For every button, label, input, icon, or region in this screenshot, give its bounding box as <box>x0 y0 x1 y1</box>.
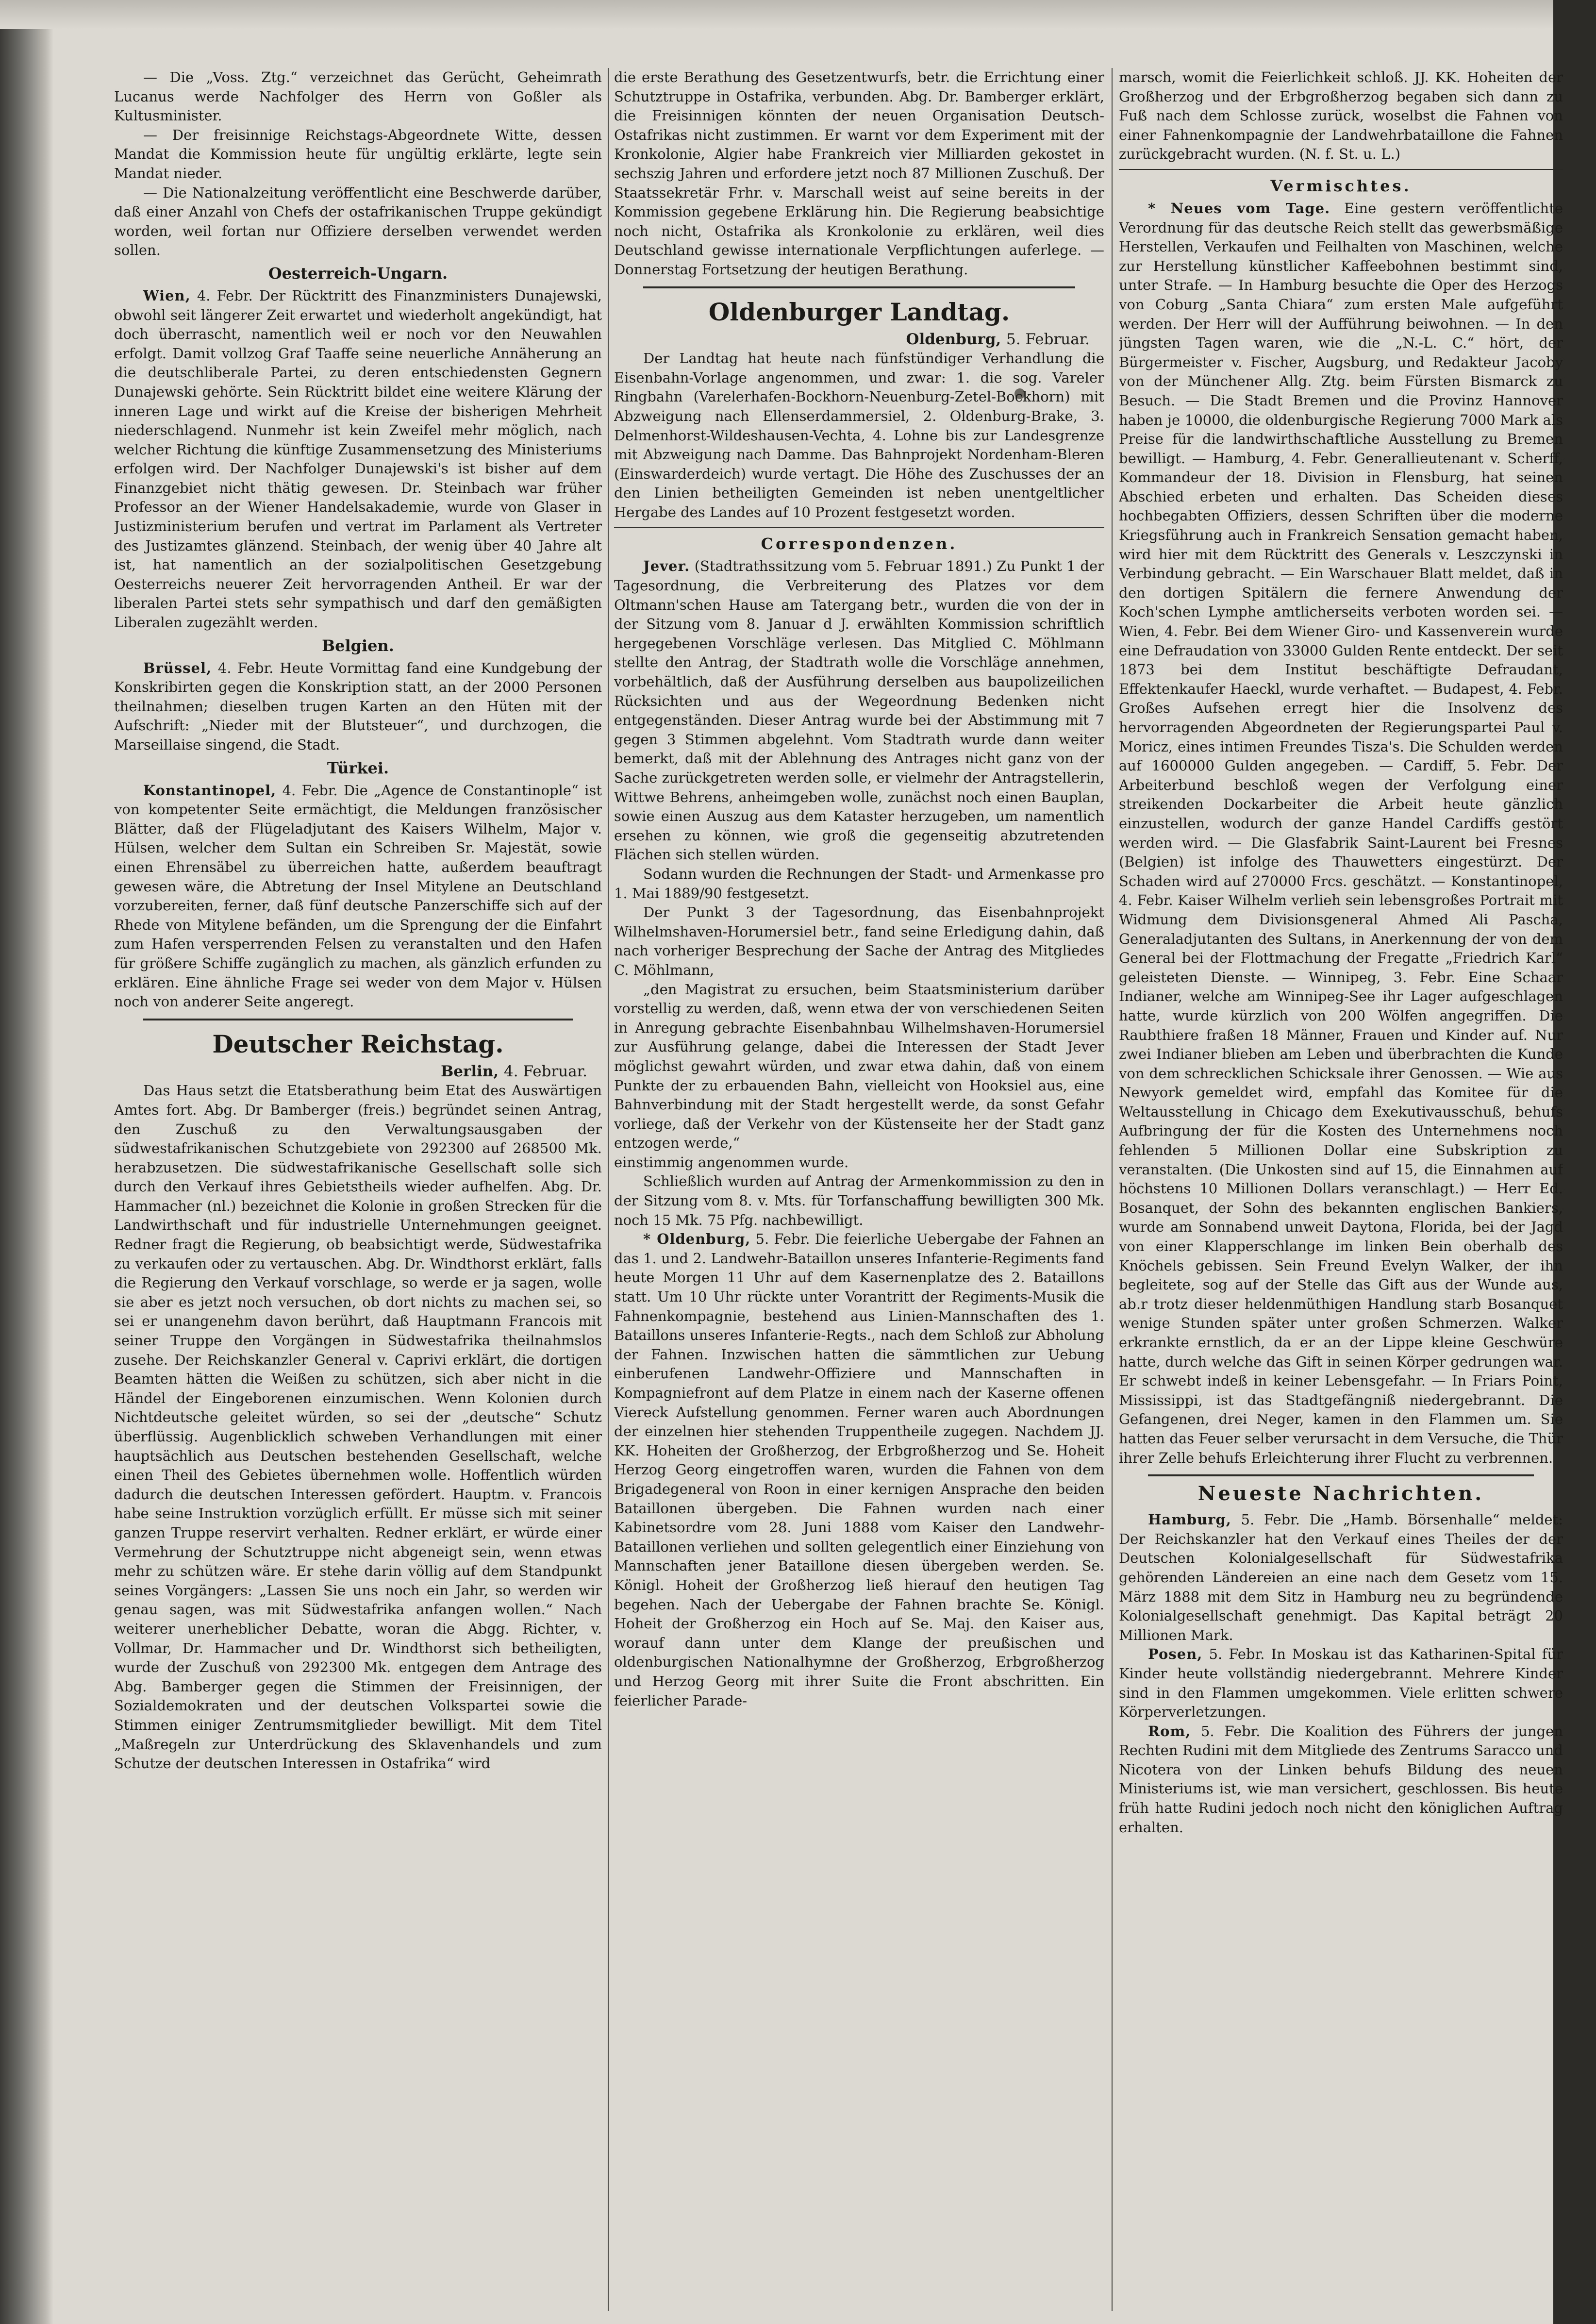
article-jever <box>614 557 1104 865</box>
section-divider <box>143 1019 573 1020</box>
news-item: — Der freisinnige Reichstags-Abgeordnete Witte, dessen Mandat die Kommission heute für ungültig erklärte, legte sein Mandat nieder. <box>114 126 602 182</box>
dateline: * Oldenburg, <box>643 1231 751 1248</box>
article-continuation: marsch, womit die Feierlichkeit schloß. JJ. KK. Hoheiten der Großherzog und der Erbgroßherzog begaben sich dann zu Fuß nach dem Schlosse zurück, woselbst die Fahnen von einer Fahnenkompagnie der Landwehrbataillone die Fahnen zurückgebracht wurden. (N. f. St. u. L.) <box>1119 69 1563 163</box>
article-paragraph: Der Punkt 3 der Tagesordnung, das Eisenbahnprojekt Wilhelmshaven-Horumersiel betr., fand seine Erledigung dahin, daß nach vorheriger Besprechung der Sache der Antrag des Mitgliedes C. Möhlmann, <box>614 904 1104 978</box>
article-rom <box>1119 1722 1563 1838</box>
article-turkey <box>114 781 602 1012</box>
article-oldenburg <box>614 1230 1104 1710</box>
dateline: Wien, <box>143 287 191 304</box>
article-quote: „den Magistrat zu ersuchen, beim Staatsministerium darüber vorstellig zu werden, daß, wenn etwa der von verschiedenen Seiten in Anregung gebrachte Eisenbahnbau Wilhelmshaven-Horumersiel zur Ausführung gelange, dabei die Interessen der Stadt Jever möglichst gewahrt würden, und zwar etwa dahin, daß von einem Punkte der zu erbauenden Bahn, vielleicht von Hooksiel aus, eine Bahnverbindung mit der Stadt hergestellt werde, da sonst Gefahr vorliege, daß der Verkehr von der Küstenseite her der Stadt ganz entzogen werde,“ <box>614 981 1104 1152</box>
article-text: Eine gestern veröffentlichte Verordnung für das deutsche Reich stellt das gewerbsmäßige Herstellen, Verkaufen und Feilhalten von Maschinen, welche zur Herstellung künstlicher Kaffeebohnen bestimmt sind, unter Strafe. — In Hamburg besuchte die Oper des Herzogs von Coburg „Santa Chiara“ zum ersten Male aufgeführt werden. Der Herr will der Aufführung beiwohnen. — In den jüngsten Tagen waren, wie die „N.-L. C.“ hört, der Bürgermeister v. Fischer, Augsburg, und Redakteur Jacoby von der Münchener Allg. Ztg. beim Fürsten Bismarck zu Besuch. — Die Stadt Bremen und die Provinz Hannover haben je 10000, die oldenburgische Regierung 7000 Mark als Preise für die landwirthschaftliche Ausstellung zu Bremen bewilligt. — Hamburg, 4. Febr. Generallieutenant v. Scherff, Kommandeur der 18. Division in Flensburg, hat seinen Abschied erbeten und erhalten. Das Scheiden dieses hochbegabten Offiziers, dessen Schriften über die moderne Kriegsführung auch in Frankreich Sensation gemacht haben, wird hier mit dem Rücktritt des Generals v. Leszczynski in Verbindung gebracht. — Ein Warschauer Blatt meldet, daß in den dortigen Spitälern die fernere Anwendung der Koch'schen Lymphe amtlicherseits verboten worden sei. — Wien, 4. Febr. Bei dem Wiener Giro- und Kassenverein wurde eine Defraudation von 33000 Gulden Rente entdeckt. Der seit 1873 bei dem Institut beschäftigte Defraudant, Effektenkaufer Haeckl, wurde verhaftet. — Budapest, 4. Febr. Großes Aufsehen erregt hier die Insolvenz des hervorragenden Abgeordneten der Regierungspartei Paul v. Moricz, eines intimen Freundes Tisza's. Die Schulden werden auf 1600000 Gulden angegeben. — Cardiff, 5. Febr. Der Arbeiterbund beschloß wegen der Verfolgung einer streikenden Dockarbeiter die Arbeit heute gänzlich einzustellen, wodurch der ganze Handel Cardiffs gestört werden wird. — Die Glasfabrik Saint-Laurent bei Fresnes (Belgien) ist infolge des Thauwetters eingestürzt. Der Schaden wird auf 270000 Frcs. geschätzt. — Konstantinopel, 4. Febr. Kaiser Wilhelm verlieh sein lebensgroßes Portrait mit Widmung dem Divisionsgeneral Ahmed Ali Pascha, Generaladjutanten des Sultans, in Anerkennung der von dem General bei der Flottmachung der Fregatte „Friedrich Karl“ geleisteten Dienste. — Winnipeg, 3. Febr. Eine Schaar Indianer, welche am Winnipeg-See ihr Lager aufgeschlagen hatte, wurde kürzlich von 200 Wölfen angegriffen. Die Raubthiere fraßen 18 Männer, Frauen und Kinder auf. Nur zwei Indianer blieben am Leben und überbrachten die Kunde von dem schrecklichen Schicksale ihrer Genossen. — Wie aus Newyork gemeldet wird, empfahl das Komitee für die Weltausstellung in Chicago dem Exekutivausschuß, behufs Aufbringung der für die Kosten des Unternehmens noch fehlenden 5 Millionen Dollar eine Subskription zu veranstalten. (Die Unkosten sind auf 15, die Einnahmen auf höchstens 10 Millionen Dollars veranschlagt.) — Herr Ed. Bosanquet, der Sohn des bekannten englischen Bankiers, wurde am Sonnabend unweit Daytona, Florida, bei der Jagd von einer Klapperschlange im linken Bein oberhalb des Knöchels gebissen. Sein Freund Evelyn Walker, der ihn begleitete, sog auf der Stelle das Gift aus der Wunde aus, ab.r trotz dieser heldenmüthigen Handlung starb Bosanquet wenige Stunden später unter großen Schmerzen. Walker erkrankte ernstlich, da er an der Lippe kleine Geschwüre hatte, durch welche das Gift in seinen Körper gedrungen war. Er schwebt indeß in keiner Lebensgefahr. — In Friars Point, Mississippi, ist das Stadtgefängniß niedergebrannt. Die Gefangenen, drei Neger, kamen in den Flammen um. Sie hatten das Feuer selber verursacht in dem Versuche, die Thür ihrer Zelle behufs Erleichterung ihrer Flucht zu verbrennen. <box>1119 200 1563 1466</box>
article-landtag: Der Landtag hat heute nach fünfstündiger Verhandlung die Eisenbahn-Vorlage angenommen, und zwar: 1. die sog. Vareler Ringbahn (Varelerhafen-Bockhorn-Neuenburg-Zetel-Bockhorn) mit Abzweigung nach Ellenserdammersiel, 2. Oldenburg-Brake, 3. Delmenhorst-Wildeshausen-Vechta, 4. Lohne bis zur Landesgrenze mit Abzweigung nach Damme. Das Bahnprojekt Nordenham-Bleren (Einswarderdeich) wurde vertagt. Die Höhe des Zuschusses der an den Linien betheiligten Gemeinden ist neben unentgeltlicher Hergabe des Landes auf 10 Prozent festgesetzt worden. <box>614 350 1104 520</box>
section-divider <box>1148 1474 1534 1476</box>
dateline: Rom, <box>1148 1722 1191 1739</box>
section-heading-reichstag: Deutscher Reichstag. <box>212 1029 504 1058</box>
dateline-date: 4. Februar. <box>504 1062 587 1080</box>
section-heading-austria: Oesterreich-Ungarn. <box>268 264 448 283</box>
section-heading-belgium: Belgien. <box>322 636 394 655</box>
section-heading-latest-news: Neueste Nachrichten. <box>1197 1482 1484 1505</box>
article-belgium <box>114 659 602 755</box>
article-text: 5. Febr. Die feierliche Uebergabe der Fahnen an das 1. und 2. Landwehr-Bataillon unseres Infanterie-Regiments fand heute Morgen 11 Uhr auf dem Kasernenplatze des 2. Bataillons statt. Um 10 Uhr rückte unter Vorantritt der Regiments-Musik die Fahnenkompagnie, bestehend aus Linien-Mannschaften des 1. Bataillons unseres Infanterie-Regts., nach dem Schloß zur Abholung der Fahnen. Inzwischen hatten die sämmtlichen zur Uebung einberufenen Landwehr-Offiziere und Mannschaften in Kompagniefront auf dem Platze in einem nach der Kaserne offenen Viereck Aufstellung genommen. Ferner waren auch Abordnungen der einzelnen hier stehenden Truppentheile zugegen. Nachdem JJ. KK. Hoheiten der Großherzog, der Erbgroßherzog und Se. Hoheit Herzog Georg eingetroffen waren, wurden die Fahnen von dem Brigadegeneral von Roon in einer kernigen Ansprache den beiden Bataillonen übergeben. Die Fahnen wurden nach einer Kabinetsordre vom 28. Juni 1888 vom Kaiser den Landwehr-Bataillonen verliehen und sollten gelegentlich einer Einziehung von Mannschaften jener Bataillone diesen übergeben werden. Se. Königl. Hoheit der Großherzog ließ hierauf den heutigen Tag begehen. Nach der Uebergabe der Fahnen brachte Se. Königl. Hoheit der Großherzog ein Hoch auf Se. Maj. den Kaiser aus, worauf dann unter dem Klange der preußischen und oldenburgischen Nationalhymne der Großherzog, Erbgroßherzog und Herzog Georg mit ihrer Suite die Front abschritten. Ein feierlicher Parade- <box>614 1231 1104 1709</box>
news-item: — Die „Voss. Ztg.“ verzeichnet das Gerücht, Geheimrath Lucanus werde Nachfolger des Herrn von Goßler als Kultusminister. <box>114 69 602 124</box>
dateline-place: Oldenburg, <box>906 330 1001 348</box>
article-text: 4. Febr. Der Rücktritt des Finanzministers Dunajewski, obwohl seit längerer Zeit erwartet und wiederholt angekündigt, hat doch überrascht, namentlich weil er noch vor den Neuwahlen erfolgt. Damit vollzog Graf Taaffe seine neuerliche Annäherung an die deutschliberale Partei, zu deren entschiedensten Gegnern Dunajewski gehörte. Sein Rücktritt bildet eine weitere Klärung der inneren Lage und wirkt auf die Kreise der bisherigen Mehrheit niederschlagend. Nunmehr ist kein Zweifel mehr möglich, nach welcher Richtung die künftige Zusammensetzung des Ministeriums erfolgen wird. Der Nachfolger Dunajewski's ist bisher auf dem Finanzgebiet nicht thätig gewesen. Dr. Steinbach war früher Professor an der Wiener Handelsakademie, wurde von Glaser in Justizministerium berufen und vertrat im Parlament als Vertreter des Justizamtes glänzend. Steinbach, der wenig über 40 Jahre alt ist, hat namentlich an der sozialpolitischen Gesetzgebung Oesterreichs neuerer Zeit hervorragenden Antheil. Er war der liberalen Partei stets sehr sympathisch und darf den gemäßigten Liberalen zugezählt werden. <box>114 287 602 631</box>
section-divider <box>1119 169 1563 170</box>
column-2 <box>614 68 1104 2316</box>
section-divider <box>643 286 1075 288</box>
article-reichstag: Das Haus setzt die Etatsberathung beim Etat des Auswärtigen Amtes fort. Abg. Dr Bamberger (freis.) begründet seinen Antrag, den Zuschuß zu den Verwaltungsausgaben der südwestafrikanischen Schutzgebiete von 292300 auf 268500 Mk. herabzusetzen. Die südwestafrikanische Gesellschaft solle sich durch den Verkauf ihres Gebietstheils wieder aufhelfen. Abg. Dr. Hammacher (nl.) bezeichnet die Kolonie in großen Strecken für die Landwirthschaft und für industrielle Unternehmungen geeignet. Redner fragt die Regierung, ob beabsichtigt werde, Südwestafrika zu verkaufen oder zu vertauschen. Abg. Dr. Windthorst erklärt, falls die Regierung den Verkauf vorschlage, so werde er ja sagen, wolle sie aber es jetzt noch versuchen, ob dort nichts zu machen sei, so sei er unangenehm davon berührt, daß Hauptmann Francois mit seiner Truppe den Vorgängen in Südwestafrika theilnahmslos zusehe. Der Reichskanzler General v. Caprivi erklärt, die dortigen Beamten hätten die Weißen zu schützen, sich aber nicht in die Händel der Eingeborenen einzumischen. Wenn Kolonien durch Nichtdeutsche geleitet würden, so sei der „deutsche“ Schutz überflüssig. Augenblicklich schweben Verhandlungen mit einer hauptsächlich aus Deutschen bestehenden Gesellschaft, welche einen Theil des Gebietes übernehmen wolle. Hoffentlich würden dadurch die deutschen Interessen gefördert. Hauptm. v. Francois habe seine Instruktion vorzüglich erfüllt. Er müsse sich mit seiner ganzen Truppe reservirt verhalten. Redner erklärt, er würde einer Vermehrung der Schutztruppe nicht abgeneigt sein, wenn etwas mehr zu schützen wäre. Er stehe darin völlig auf dem Standpunkt seines Vorgängers: „Lassen Sie uns noch ein Jahr, so werden wir genau sagen, was mit Südwestafrika anfangen wollen.“ Nach weiterer unerheblicher Debatte, woran die Abgg. Richter, v. Vollmar, Dr. Hammacher und Dr. Windthorst sich betheiligten, wurde der Zuschuß von 292300 Mk. entgegen dem Antrage des Abg. Bamberger gegen die Stimmen der Freisinnigen, der Sozialdemokraten und der deutschen Volkspartei sowie die Stimmen einiger Zentrumsmitglieder bewilligt. Mit dem Titel „Maßregeln zur Unterdrückung des Sklavenhandels und zum Schutze der deutschen Interessen in Ostafrika“ wird <box>114 1082 602 1772</box>
dateline: * Neues vom Tage. <box>1148 200 1330 217</box>
dateline-landtag <box>614 330 1104 350</box>
dateline: Posen, <box>1148 1646 1203 1663</box>
article-text: 4. Febr. Heute Vormittag fand eine Kundgebung der Konskribirten gegen die Konskription statt, an der 2000 Personen theilnahmen; dieselben trugen Karten an den Hüten mit der Aufschrift: „Nieder mit der Blutsteuer“, und durchzogen, die Marseillaise singend, die Stadt. <box>114 659 602 753</box>
dateline: Konstantinopel, <box>143 782 277 799</box>
dateline: Jever. <box>643 558 690 575</box>
section-heading-turkey: Türkei. <box>327 758 389 777</box>
column-1 <box>114 68 602 2316</box>
article-hamburg <box>1119 1510 1563 1645</box>
column-rule-2 <box>1112 68 1113 2311</box>
dateline-reichstag <box>114 1062 602 1082</box>
column-3 <box>1119 68 1563 2316</box>
article-text: 5. Febr. Die „Hamb. Börsenhalle“ meldet: Der Reichskanzler hat den Verkauf eines Theiles der der Deutschen Kolonialgesellschaft für Südwestafrika gehörenden Ländereien an eine nach dem Gesetz vom 15. März 1888 mit dem Sitz in Hamburg neu zu begründende Kolonialgesellschaft genehmigt. Das Kapital beträgt 20 Millionen Mark. <box>1119 1511 1563 1643</box>
section-heading-vermischtes: Vermischtes. <box>1270 176 1412 195</box>
article-text: 5. Febr. Die Koalition des Führers der jungen Rechten Rudini mit dem Mitgliede des Zentrums Saracco und Nicotera von der Linken behufs Bildung des neuen Ministeriums ist, wie man versichert, geschlossen. Bis heute früh hatte Rudini jedoch noch nicht den königlichen Auftrag erhalten. <box>1119 1722 1563 1836</box>
news-item: — Die Nationalzeitung veröffentlicht eine Beschwerde darüber, daß einer Anzahl von Chefs der ostafrikanischen Truppe gekündigt worden, weil fortan nur Offiziere derselben verwendet werden sollen. <box>114 184 602 259</box>
article-text: 5. Febr. In Moskau ist das Katharinen-Spital für Kinder heute vollständig niedergebrannt. Mehrere Kinder sind in den Flammen umgekommen. Viele erlitten schwere Körperverletzungen. <box>1119 1646 1563 1721</box>
top-edge-shade <box>0 0 1596 29</box>
article-paragraph: einstimmig angenommen wurde. <box>614 1154 849 1170</box>
section-divider <box>614 527 1104 528</box>
article-paragraph: Schließlich wurden auf Antrag der Armenkommission zu den in der Sitzung vom 8. v. Mts. für Torfanschaffung bewilligten 300 Mk. noch 15 Mk. 75 Pfg. nachbewilligt. <box>614 1173 1104 1228</box>
article-text: (Stadtrathssitzung vom 5. Februar 1891.) Zu Punkt 1 der Tagesordnung, die Verbreiterung des Platzes vor dem Oltmann'schen Hause am Tatergang betr., wurden die von der in der Sitzung vom 8. Januar d J. erwählten Kommission schriftlich hergegebenen Vorschläge verlesen. Das Mitglied C. Möhlmann stellte den Antrag, der Stadtrath wolle die Vorschläge annehmen, vorbehältlich, daß der Ausführung derselben aus baupolizeilichen Rücksichten und aus der Wegeordnung Bedenken nicht entgegenständen. Dieser Antrag wurde bei der Abstimmung mit 7 gegen 3 Stimmen abgelehnt. Vom Stadtrath wurde dann weiter bemerkt, daß mit der Ablehnung des Antrages nicht ganz von der Sache zurückgetreten werden solle, er vielmehr der Antragstellerin, Wittwe Behrens, anheimgeben wolle, zunächst noch einen Bauplan, sowie einen Auszug aus dem Kataster herzugeben, um namentlich ersehen zu können, wie groß die gegenseitig abzutretenden Flächen sich stellen würden. <box>614 558 1104 863</box>
article-text: 4. Febr. Die „Agence de Constantinople“ ist von kompetenter Seite ermächtigt, die Meldungen französischer Blätter, daß der Flügeladjutant des Kaisers Wilhelm, Major v. Hülsen, welcher dem Sultan ein Schreiben Sr. Majestät, sowie einen Ehrensäbel zu überreichen hatte, außerdem beauftragt gewesen wäre, die Abtretung der Insel Mitylene an Deutschland vorzubereiten, ferner, daß fünf deutsche Panzerschiffe sich auf der Rhede von Mitylene befänden, um die Sprengung der die Einfahrt zum Hafen versperrenden Felsen zu veranstalten und den Hafen für größere Schiffe zugänglich zu machen, als gänzlich erfunden zu erklären. Eine ähnliche Frage sei weder von dem Major v. Hülsen noch von anderer Seite angeregt. <box>114 782 602 1010</box>
dateline: Hamburg, <box>1148 1511 1231 1528</box>
article-vermischtes <box>1119 199 1563 1468</box>
article-paragraph: Sodann wurden die Rechnungen der Stadt- und Armenkasse pro 1. Mai 1889/90 festgesetzt. <box>614 865 1104 902</box>
dateline: Brüssel, <box>143 659 212 676</box>
binding-shadow <box>0 0 53 2324</box>
section-heading-correspondence: Correspondenzen. <box>761 535 958 553</box>
article-continuation: die erste Berathung des Gesetzentwurfs, betr. die Errichtung einer Schutztruppe in Ostafrika, verbunden. Abg. Dr. Bamberger erklärt, die Freisinnigen könnten der neuen Organisation Deutsch-Ostafrikas nicht zustimmen. Er warnt vor dem Experiment mit der Kronkolonie, Algier habe Frankreich vier Milliarden gekostet in sechszig Jahren und erfordere jetzt noch 87 Millionen Zuschuß. Der Staatssekretär Frhr. v. Marschall weist auf seine bereits in der Kommission gegebene Erklärung hin. Die Regierung beabsichtige noch nicht, Ostafrika als Kronkolonie zu erklären, weil dies Deutschland gewisse internationale Verpflichtungen auferlege. — Donnerstag Fortsetzung der heutigen Berathung. <box>614 69 1104 278</box>
dateline-place: Berlin, <box>441 1062 499 1080</box>
section-heading-landtag: Oldenburger Landtag. <box>708 297 1010 326</box>
column-rule-1 <box>608 68 609 2311</box>
article-posen <box>1119 1645 1563 1722</box>
dateline-date: 5. Februar. <box>1006 330 1090 348</box>
article-austria <box>114 286 602 633</box>
